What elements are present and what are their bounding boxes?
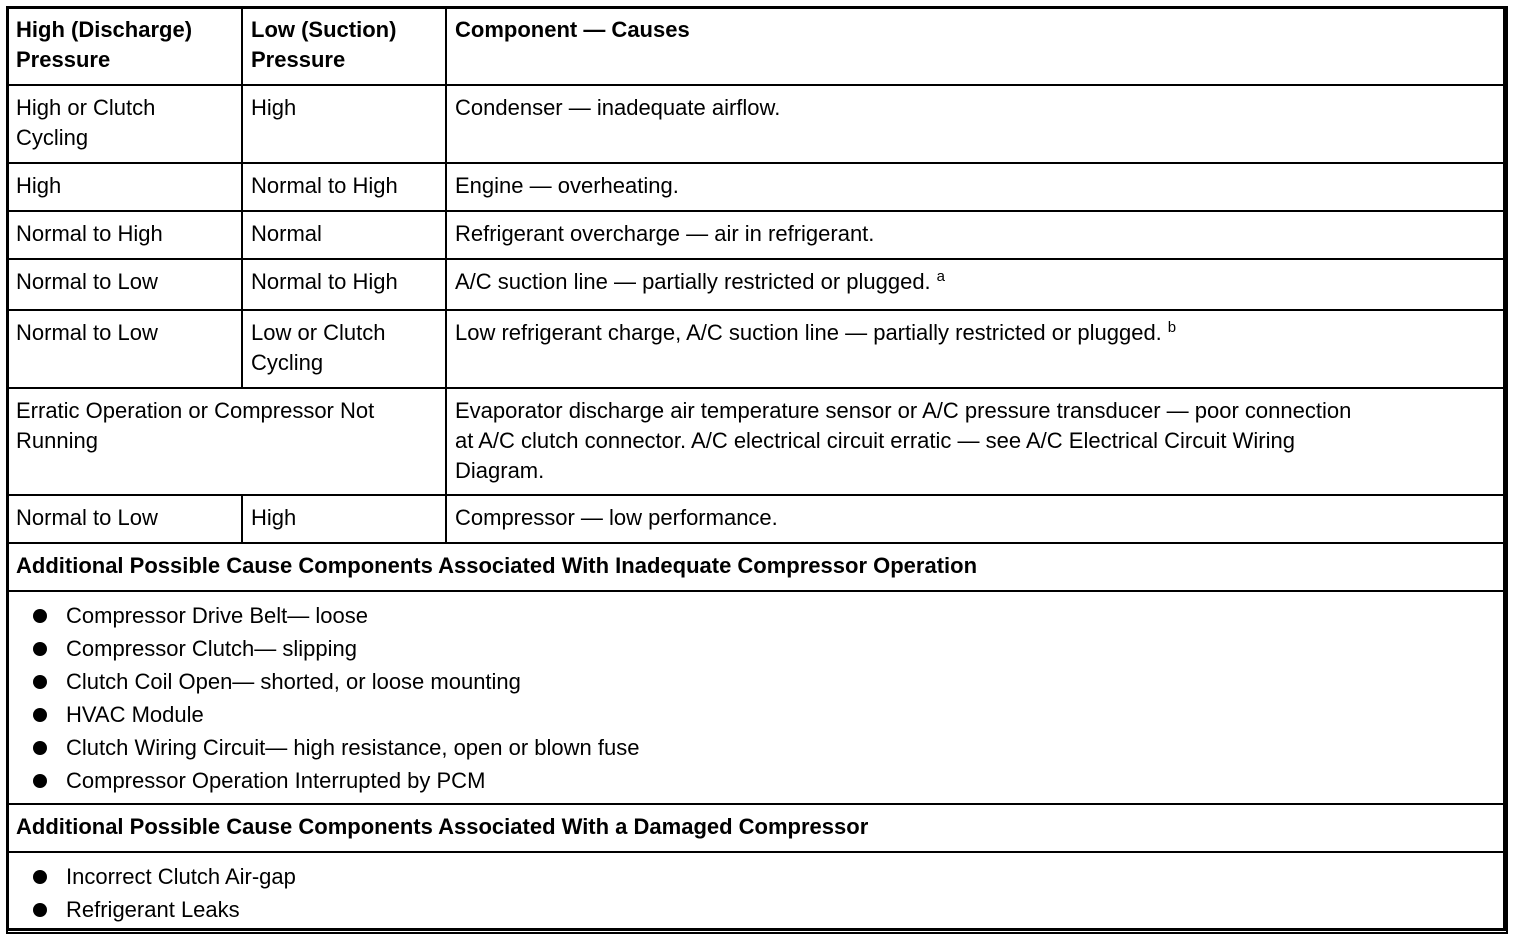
list-item: Clutch Wiring Circuit— high resistance, open or blown fuse: [16, 731, 1498, 764]
cell-cause: Condenser — inadequate airflow.: [446, 85, 1507, 163]
table-row: [7, 85, 1507, 163]
section-list-cell: [7, 591, 1507, 804]
ac-diagnosis-table: [6, 6, 1508, 934]
header-low-pressure: Low (Suction) Pressure: [242, 7, 446, 85]
cell-cause: Refrigerant overcharge — air in refrigerant.: [446, 211, 1507, 259]
table-row: [7, 495, 1507, 543]
section-title-row: [7, 543, 1507, 591]
cell-low-pressure: Normal to High: [242, 163, 446, 211]
section-list-row: [7, 852, 1507, 933]
cell-low-pressure: Normal: [242, 211, 446, 259]
cell-low-pressure: High: [242, 495, 446, 543]
header-high-pressure: High (Discharge) Pressure: [7, 7, 242, 85]
table-row: [7, 259, 1507, 310]
bullet-icon: [33, 903, 47, 917]
bullet-icon: [33, 870, 47, 884]
list-item: Clutch Coil Open— shorted, or loose mounting: [16, 665, 1498, 698]
section-title-damaged-compressor: Additional Possible Cause Components Associated With a Damaged Compressor: [7, 804, 1507, 852]
cell-cause: Engine — overheating.: [446, 163, 1507, 211]
cell-cause: Evaporator discharge air temperature sensor or A/C pressure transducer — poor connection at A/C clutch connector. A/C electrical circuit erratic — see A/C Electrical Circuit Wiring Diagram.: [446, 388, 1507, 495]
cell-high-pressure: High or Clutch Cycling: [7, 85, 242, 163]
list-item: HVAC Module: [16, 698, 1498, 731]
section-list-cell: [7, 852, 1507, 933]
cell-low-pressure: Low or Clutch Cycling: [242, 310, 446, 388]
table-row: [7, 163, 1507, 211]
table-header-row: [7, 7, 1507, 85]
bullet-icon: [33, 675, 47, 689]
cell-high-pressure: Normal to High: [7, 211, 242, 259]
section-title-row: [7, 804, 1507, 852]
header-component-causes: Component — Causes: [446, 7, 1507, 85]
cell-high-low-merged: Erratic Operation or Compressor Not Running: [7, 388, 446, 495]
list-item: Compressor Clutch— slipping: [16, 632, 1498, 665]
bullet-icon: [33, 741, 47, 755]
cell-cause: Compressor — low performance.: [446, 495, 1507, 543]
footnote-marker: b: [1167, 319, 1177, 336]
list-item: Compressor Drive Belt— loose: [16, 599, 1498, 632]
cell-high-pressure: High: [7, 163, 242, 211]
cell-cause: A/C suction line — partially restricted or plugged. $^a$: [446, 259, 1507, 310]
list-item: Incorrect Clutch Air-gap: [16, 860, 1498, 893]
table-row: [7, 388, 1507, 495]
cell-high-pressure: Normal to Low: [7, 310, 242, 388]
footnote-marker: a: [936, 268, 946, 285]
list-item: Refrigerant Leaks: [16, 893, 1498, 926]
table-row: [7, 310, 1507, 388]
bullet-icon: [33, 609, 47, 623]
list-item: Compressor Operation Interrupted by PCM: [16, 764, 1498, 797]
bullet-icon: [33, 708, 47, 722]
bullet-list-inadequate-operation: [16, 599, 1498, 797]
bullet-icon: [33, 774, 47, 788]
cell-low-pressure: High: [242, 85, 446, 163]
cell-high-pressure: Normal to Low: [7, 495, 242, 543]
cell-low-pressure: Normal to High: [242, 259, 446, 310]
bullet-icon: [33, 642, 47, 656]
cell-high-pressure: Normal to Low: [7, 259, 242, 310]
section-title-inadequate-operation: Additional Possible Cause Components Associated With Inadequate Compressor Operation: [7, 543, 1507, 591]
bullet-list-damaged-compressor: [16, 860, 1498, 926]
section-list-row: [7, 591, 1507, 804]
table-row: [7, 211, 1507, 259]
cell-cause: Low refrigerant charge, A/C suction line — partially restricted or plugged. $^b$: [446, 310, 1507, 388]
